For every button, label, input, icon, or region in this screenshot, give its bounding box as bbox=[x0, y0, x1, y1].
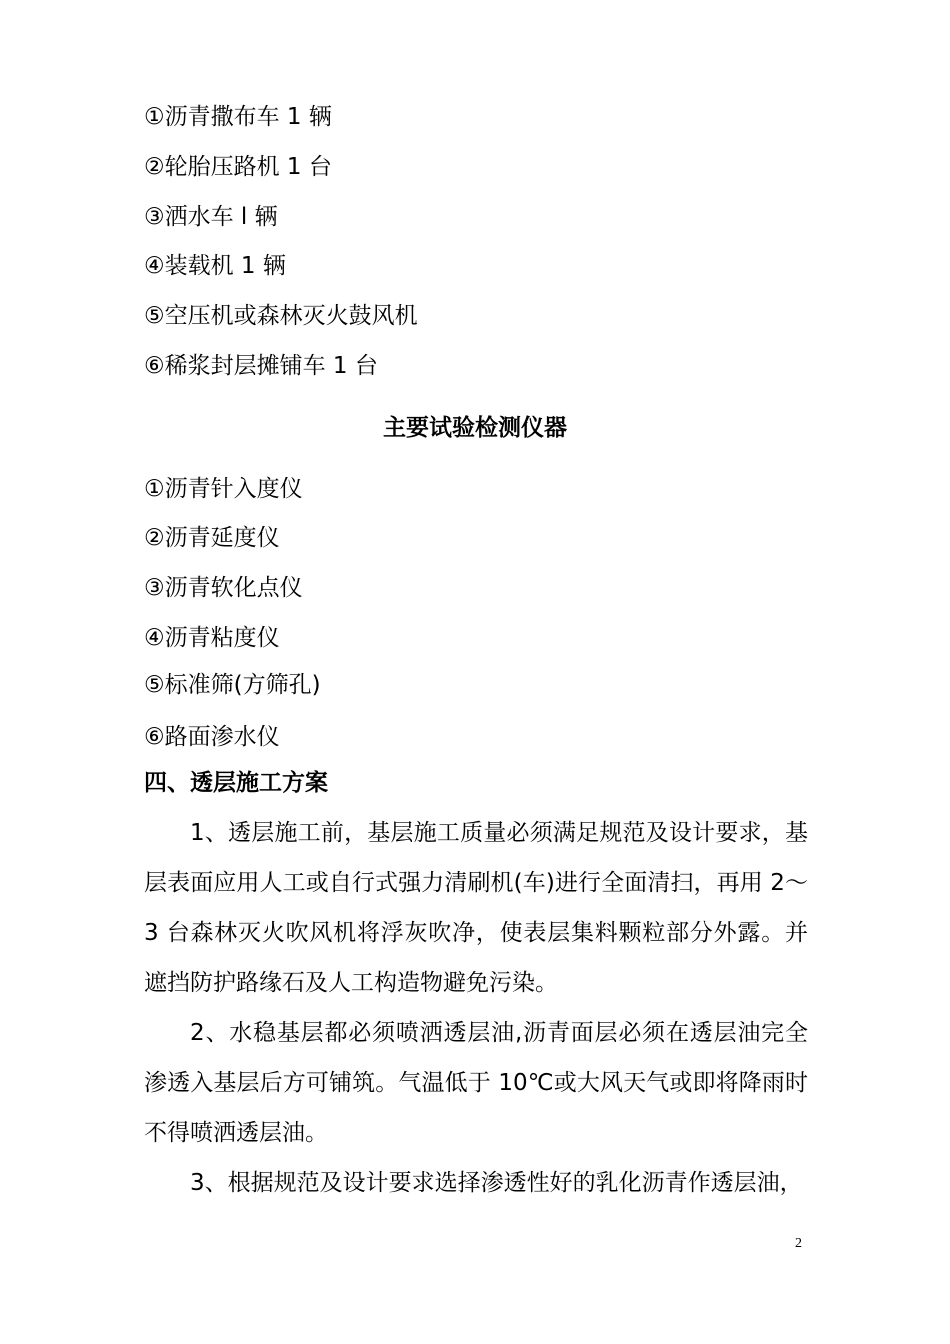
paragraph-2: 2、水稳基层都必须喷洒透层油,沥青面层必须在透层油完全渗透入基层后方可铺筑。气温低于 10℃或大风天气或即将降雨时不得喷洒透层油。 bbox=[144, 1020, 808, 1146]
equipment-item-2: ②轮胎压路机 1 台 bbox=[144, 154, 332, 180]
instrument-item-3: ③沥青软化点仪 bbox=[144, 575, 303, 601]
instrument-item-4: ④沥青粘度仪 bbox=[144, 625, 280, 651]
equipment-item-5: ⑤空压机或森林灭火鼓风机 bbox=[144, 303, 418, 329]
instrument-item-2: ②沥青延度仪 bbox=[144, 525, 280, 551]
instrument-item-5: ⑤标准筛(方筛孔) bbox=[144, 672, 321, 698]
equipment-item-4: ④装载机 1 辆 bbox=[144, 253, 286, 279]
instruments-heading: 主要试验检测仪器 bbox=[383, 415, 567, 441]
equipment-item-3: ③洒水车 l 辆 bbox=[144, 204, 278, 230]
section-heading: 四、透层施工方案 bbox=[144, 770, 328, 796]
equipment-item-1: ①沥青撒布车 1 辆 bbox=[144, 104, 332, 130]
equipment-item-6: ⑥稀浆封层摊铺车 1 台 bbox=[144, 353, 378, 379]
paragraph-1: 1、透层施工前，基层施工质量必须满足规范及设计要求，基层表面应用人工或自行式强力清刷机(车)进行全面清扫，再用 2～3 台森林灭火吹风机将浮灰吹净，使表层集料颗粒部分外露。并遮挡防护路缘石及人工构造物避免污染。 bbox=[144, 820, 808, 996]
paragraph-3: 3、根据规范及设计要求选择渗透性好的乳化沥青作透层油， bbox=[190, 1170, 803, 1196]
instrument-item-1: ①沥青针入度仪 bbox=[144, 476, 303, 502]
instrument-item-6: ⑥路面渗水仪 bbox=[144, 724, 280, 750]
page-number: 2 bbox=[795, 1236, 802, 1251]
